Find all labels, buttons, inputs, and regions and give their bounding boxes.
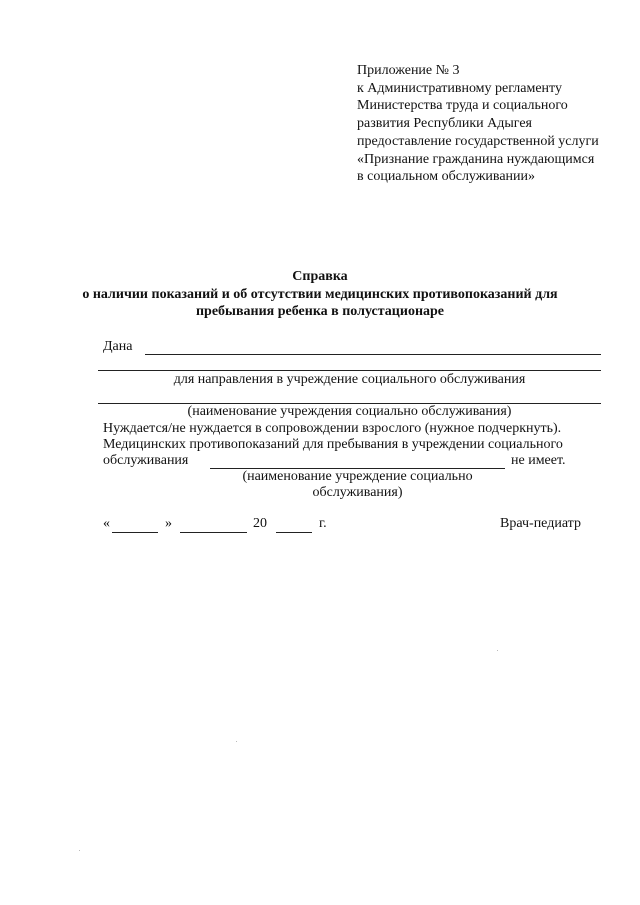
scan-speck [236,741,237,742]
document-subtitle-line-1: о наличии показаний и об отсутствии медицинских противопоказаний для [82,287,558,302]
escort-text: Нуждается/не нуждается в сопровождении взрослого (нужное подчеркнуть). [103,421,562,436]
appendix-line-1: Приложение № 3 [357,63,460,78]
appendix-line-7: в социальном обслуживании» [357,169,536,185]
institution-caption-2-line-1: (наименование учреждение социально [242,469,473,484]
given-to-field[interactable] [145,354,601,355]
date-month-field[interactable] [180,532,247,533]
contraindications-text-line-1: Медицинских противопоказаний для пребывания в учреждении социального [103,437,563,452]
institution-caption: (наименование учреждения социально обслуживания) [187,404,512,419]
direction-text: для направления в учреждение социального обслуживания [173,372,526,387]
document-subtitle-line-2: пребывания ребенка в полустационаре [195,304,445,319]
appendix-line-6: «Признание гражданина нуждающимся [357,151,595,167]
given-label: Дана [103,339,133,354]
contraindications-text-start: обслуживания [103,453,189,468]
date-year-suffix: г. [319,516,327,531]
institution-caption-2-line-2: обслуживания) [312,485,403,500]
scan-speck [497,650,498,651]
given-to-field-continuation[interactable] [98,370,601,371]
scan-speck [79,850,80,851]
date-year-field[interactable] [276,532,312,533]
appendix-line-4: развития Республики Адыгея [357,116,532,132]
appendix-line-3: Министерства труда и социального [357,98,568,114]
contraindications-text-end: не имеет. [511,453,566,468]
date-day-field[interactable] [112,532,158,533]
signatory-title: Врач-педиатр [500,516,581,531]
document-title: Справка [292,269,348,284]
appendix-line-2: к Административному регламенту [357,80,562,96]
appendix-line-5: предоставление государственной услуги [357,133,599,149]
appendix-block [357,62,599,186]
date-year-prefix: 20 [253,516,267,531]
date-quote-close: » [165,516,172,531]
date-quote-open: « [103,516,110,531]
